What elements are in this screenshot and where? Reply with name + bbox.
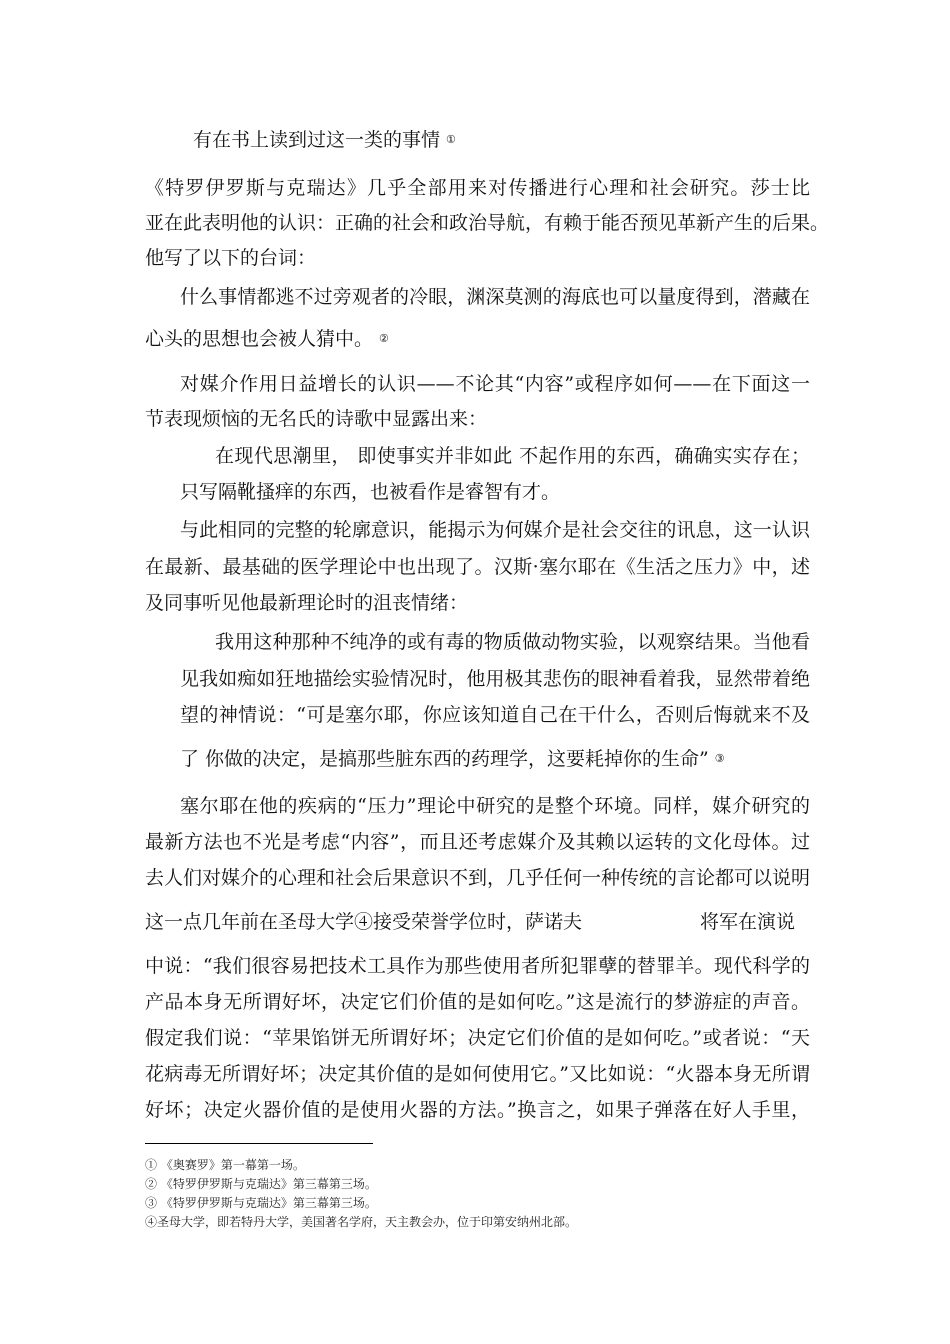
quote-line [180,747,845,774]
text-line: 亚在此表明他的认识：正确的社会和政治导航，有赖于能否预见革新产生的后果。 [145,212,830,234]
footnote-marker: ② [379,332,389,345]
text-line: 在最新、最基础的医学理论中也出现了。汉斯·塞尔耶在《生活之压力》中，述 [145,556,810,578]
text-line: 塞尔耶在他的疾病的“压力”理论中研究的是整个环境。同样，媒介研究的 [180,795,810,817]
text-line: 产品本身无所谓好坏，决定它们价值的是如何吃。”这是流行的梦游症的声音。 [145,991,810,1013]
text-line: 对媒介作用日益增长的认识——不论其“内容”或程序如何——在下面这一 [180,373,810,395]
footnote: ② 《特罗伊罗斯与克瑞达》第三幕第三场。 [145,1177,377,1191]
text-line: 及同事听见他最新理论时的沮丧情绪： [145,592,469,614]
poem-line: 只写隔靴搔痒的东西，也被看作是睿智有才。 [180,481,561,503]
text-line: 中说：“我们很容易把技术工具作为那些使用者所犯罪孽的替罪羊。现代科学的 [145,955,810,977]
quote-line [145,327,810,354]
text-line: 花病毒无所谓好坏；决定其价值的是如何使用它。”又比如说：“火器本身无所谓 [145,1063,810,1085]
line-text: 了 你做的决定，是搞那些脏东西的药理学，这要耗掉你的生命” [180,748,709,770]
footnote-marker: ① [446,133,456,146]
text-line: 节表现烦恼的无名氏的诗歌中显露出来： [145,408,488,430]
quote-line: 什么事情都逃不过旁观者的冷眼，渊深莫测的海底也可以量度得到，潜藏在 [180,286,810,308]
footnote: ③ 《特罗伊罗斯与克瑞达》第三幕第三场。 [145,1196,377,1210]
text-line: 与此相同的完整的轮廓意识，能揭示为何媒介是社会交往的讯息，这一认识 [180,519,810,541]
footnote: ④圣母大学，即若特丹大学，美国著名学府，天主教会办，位于印第安纳州北部。 [145,1215,578,1229]
line-text: 这一点几年前在圣母大学④接受荣誉学位时，萨诺夫 [145,911,583,933]
text-line: 去人们对媒介的心理和社会后果意识不到，几乎任何一种传统的言论都可以说明 [145,867,811,889]
text-line [145,910,810,934]
footnote-marker: ③ [714,752,725,765]
poem-line: 在现代思潮里， 即使事实并非如此 不起作用的东西，确确实实存在； [215,445,810,467]
footnote: ① 《奥赛罗》第一幕第一场。 [145,1158,305,1172]
line-text: 将军在演说 [700,911,796,933]
quote-line: 见我如痴如狂地描绘实验情况时，他用极其悲伤的眼神看着我，显然带着绝 [180,668,810,690]
text-line: 他写了以下的台词： [145,247,317,269]
text-line [193,128,858,155]
line-text: 心头的思想也会被人猜中。 [145,328,374,350]
quote-line: 我用这种那种不纯净的或有毒的物质做动物实验，以观察结果。当他看 [215,631,810,653]
text-line: 《特罗伊罗斯与克瑞达》几乎全部用来对传播进行心理和社会研究。莎士比 [145,177,810,199]
footnote-separator [145,1143,373,1144]
quote-line: 望的神情说：“可是塞尔耶，你应该知道自己在干什么，否则后悔就来不及 [180,704,810,726]
text-line: 最新方法也不光是考虑“内容”，而且还考虑媒介及其赖以运转的文化母体。过 [145,831,810,853]
line-text: 有在书上读到过这一类的事情 [193,129,441,151]
text-line: 好坏；决定火器价值的是使用火器的方法。”换言之，如果子弹落在好人手里， [145,1099,810,1121]
text-line: 假定我们说：“苹果馅饼无所谓好坏；决定它们价值的是如何吃。”或者说：“天 [145,1027,810,1049]
